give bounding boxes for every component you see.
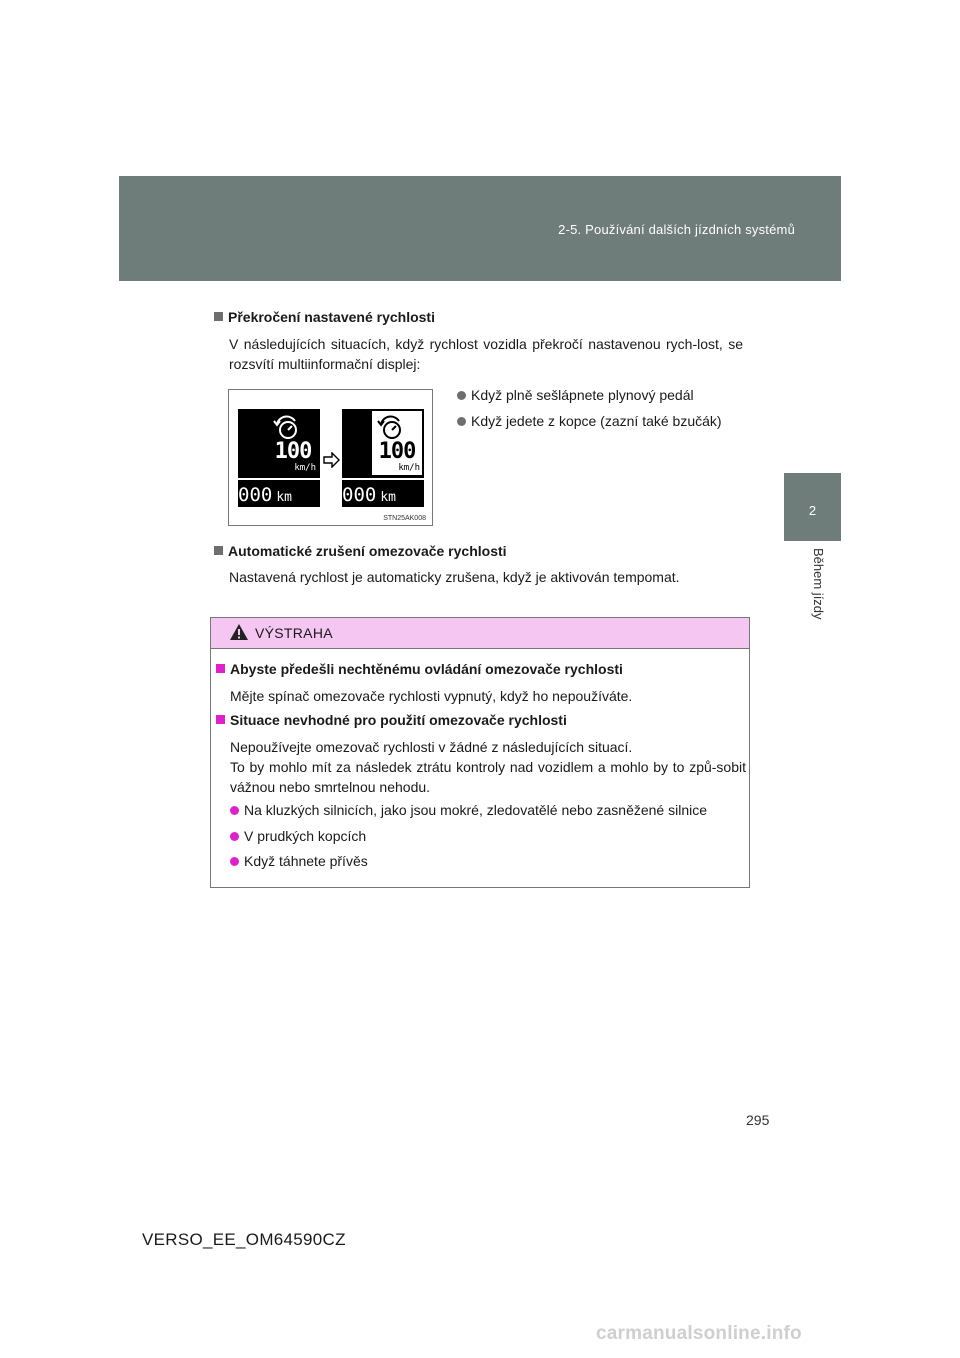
speed-limit-box	[268, 411, 318, 475]
list-item-text: Když táhnete přívěs	[244, 853, 368, 869]
section-heading-text: Překročení nastavené rychlosti	[228, 309, 435, 325]
square-bullet-icon	[216, 715, 225, 724]
warning-item-text: To by mohlo mít za následek ztrátu kontroly nad vozidlem a mohlo by to způ-sobit vážnou nebo smrtelnou nehodu.	[230, 759, 746, 795]
warning-title: VÝSTRAHA	[255, 625, 333, 641]
odometer-unit: km	[380, 490, 396, 505]
section-heading-text: Automatické zrušení omezovače rychlosti	[228, 543, 507, 559]
list-item	[230, 802, 707, 818]
warning-box	[210, 617, 750, 888]
list-item-text: Na kluzkých silnicích, jako jsou mokré, zledovatělé nebo zasněžené silnice	[244, 802, 708, 818]
speed-limiter-icon	[376, 415, 406, 441]
document-code: VERSO_EE_OM64590CZ	[142, 1230, 346, 1249]
round-bullet-icon	[230, 832, 239, 841]
square-bullet-icon	[216, 664, 225, 673]
square-bullet-icon	[214, 546, 223, 555]
figure-code: STN25AK008	[383, 515, 426, 522]
round-bullet-icon	[457, 417, 466, 426]
chapter-tab	[784, 473, 841, 541]
list-item-text: V prudkých kopcích	[244, 828, 367, 844]
section-title: 2-5. Používání dalších jízdních systémů	[558, 222, 795, 237]
chapter-label: Během jízdy	[811, 548, 826, 620]
warning-header	[211, 618, 749, 649]
round-bullet-icon	[230, 857, 239, 866]
warning-triangle-icon	[229, 623, 249, 641]
chapter-number: 2	[808, 503, 817, 518]
speed-unit: km/h	[294, 463, 316, 473]
display-divider	[342, 478, 424, 480]
section-heading-speed-exceeded	[214, 309, 435, 325]
speed-limiter-icon	[272, 415, 302, 441]
warning-item-heading-text: Situace nevhodné pro použití omezovače rychlosti	[230, 712, 567, 728]
list-item-text: Když plně sešlápnete plynový pedál	[471, 387, 694, 403]
speed-unit: km/h	[398, 463, 420, 473]
display-divider	[238, 478, 320, 480]
page-number: 295	[746, 1112, 770, 1128]
header-band	[119, 176, 841, 281]
list-item-text: Když jedete z kopce (zazní také bzučák)	[471, 413, 722, 429]
warning-item-heading	[216, 661, 623, 677]
odometer	[342, 484, 396, 506]
list-item	[230, 828, 366, 844]
warning-item-text: Nepoužívejte omezovač rychlosti v žádné z následujících situací.	[230, 739, 633, 755]
display-illustration	[228, 389, 433, 526]
section-body-text: Nastavená rychlost je automaticky zrušena, když je aktivován tempomat.	[229, 569, 680, 585]
warning-item-heading	[216, 712, 567, 728]
watermark: carmanualsonline.info	[596, 1323, 802, 1344]
speed-value: 100	[274, 439, 312, 464]
speed-limit-box-highlighted	[372, 411, 422, 475]
list-item	[230, 853, 368, 869]
arrow-right-icon	[323, 452, 341, 468]
warning-item-heading-text: Abyste předešli nechtěnému ovládání omezovače rychlosti	[230, 661, 623, 677]
section-heading-auto-cancel	[214, 543, 507, 559]
odometer	[238, 484, 292, 506]
round-bullet-icon	[230, 806, 239, 815]
list-item	[457, 387, 694, 403]
odometer-value: 000	[342, 484, 377, 506]
round-bullet-icon	[457, 391, 466, 400]
section-body-text: V následujících situacích, když rychlost vozidla překročí nastavenou rych-lost, se rozsvítí multiinformační displej:	[229, 336, 743, 372]
warning-item-text: Mějte spínač omezovače rychlosti vypnutý, když ho nepoužíváte.	[230, 688, 633, 704]
speed-value: 100	[378, 439, 416, 464]
display-normal	[238, 409, 320, 507]
square-bullet-icon	[214, 312, 223, 321]
list-item	[457, 413, 722, 429]
odometer-value: 000	[238, 484, 273, 506]
display-exceeded	[342, 409, 424, 507]
odometer-unit: km	[276, 490, 292, 505]
